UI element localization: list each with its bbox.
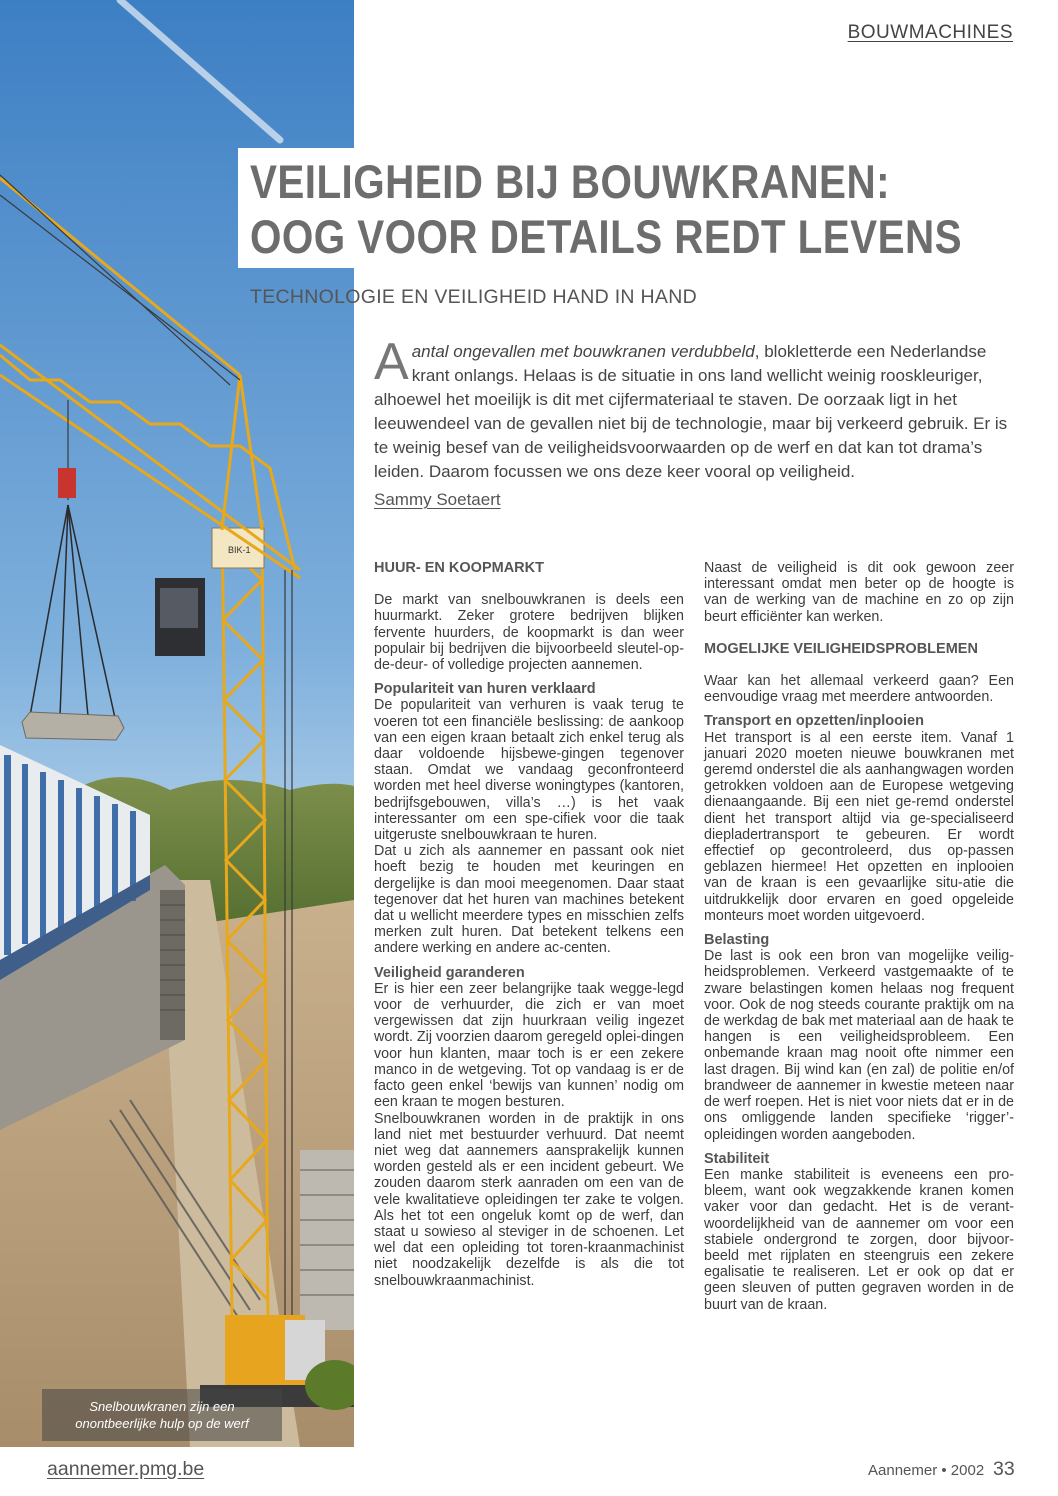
heading-popularity: Populariteit van huren verklaard: [374, 681, 596, 698]
paragraph-intro: Naast de veiligheid is dit ook gewoon zeer interessant omdat men beter op de hoogte is van de werking van de machine en zo op zijn beurt efficiënter kan werken.: [704, 560, 1014, 625]
heading-market: HUUR- EN KOOPMARKT: [374, 560, 544, 576]
article-subtitle: TECHNOLOGIE EN VEILIGHEID HAND IN HAND: [250, 286, 697, 308]
heading-guarantee: Veiligheid garanderen: [374, 964, 525, 981]
drop-cap: A: [374, 333, 409, 391]
paragraph-guarantee-2: Snelbouwkranen worden in de praktijk in ons land niet met bestuurder verhuurd. Dat neemt niet weg dat aannemers aansprakelijk kunnen worden gesteld als er een incident gebeurt. We zouden daarom sterk aanraden om een van de vele kwalitatieve opleidingen ter zake te volgen. Als het tot een ongeluk komt op de werf, dan staat u sowieso al steviger in de schoenen. Let wel dat een opleiding tot toren-kraanmachinist niet noodzakelijk dezelfde is als die tot snelbouwkraanmachinist.: [374, 1110, 684, 1289]
photo-caption-line1: Snelbouwkranen zijn een: [89, 1399, 235, 1414]
article-title: [250, 154, 962, 264]
lead-paragraph: [374, 333, 1016, 484]
paragraph-problems: Waar kan het allemaal verkeerd gaan? Een eenvoudige vraag met meerdere antwoorden.: [704, 673, 1014, 706]
paragraph-stability: Een manke stabiliteit is eveneens een pro-bleem, want ook wegzakkende kranen komen vaker voor dan gedacht. Het is de verant-woordelijkheid van de aannemer om voor een stabiele ondergrond te zorgen, door bijvoor-beeld met rijplaten en steengruis een zekere egalisatie te realiseren. Let er ook op dat er geen sleuven of putten gegraven worden in de buurt van de kraan.: [704, 1166, 1014, 1313]
paragraph-popularity-1: De populariteit van verhuren is vaak terug te voeren tot een financiële beslissing: de aankoop van een eigen kraan betaalt zich enkel terug als daar voldoende hijsbewe-gingen tegenover staan. Omdat we vandaag geconfronteerd worden met heel diverse woningtypes (kantoren, bedrijfsgebouwen, villa’s …) is het vaak interessanter om een spe-cifiek voor die taak uitgeruste snelbouwkraan te huren.: [374, 697, 684, 844]
paragraph-load: De last is ook een bron van mogelijke veilig-heidsproblemen. Verkeerd vastgemaakte of te zware belastingen komen helaas nog frequent voor. Ook de nog steeds courante praktijk om na de werkdag de bak met materiaal aan de haak te hangen is een veiligheidsprobleem. Een onbemande kraan mag nooit ofte nimmer een last dragen. Bij wind kan (en zal) de politie en/of brandweer de aannemer in kwestie meteen naar de werf roepen. Het is niet voor niets dat er in de ons omliggende landen specifieke ‘rigger’-opleidingen worden aangeboden.: [704, 948, 1014, 1143]
heading-problems: MOGELIJKE VEILIGHEIDSPROBLEMEN: [704, 640, 978, 657]
lead-emphasis: antal ongevallen met bouwkranen verdubbeld: [411, 342, 755, 361]
footer-website-link[interactable]: aannemer.pmg.be: [47, 1458, 205, 1480]
heading-load: Belasting: [704, 932, 770, 949]
paragraph-transport: Het transport is al een eerste item. Vanaf 1 januari 2020 moeten nieuwe bouwkranen met geremd onderstel die als aanhangwagen worden getrokken voldoen aan de Europese wetgeving dienaangaande. Bij een niet ge-remd onderstel dient het transport altijd via ge-specialiseerd diepladertransport te gebeuren. Er wordt effectief op gecontroleerd, dus op-passen geblazen hiermee! Het opzetten en inplooien van de kraan is een gevaarlijke situ-atie die uitdrukkelijk door ervaren en goed opgeleide monteurs moet worden uitgevoerd.: [704, 729, 1014, 924]
left-column: [374, 560, 684, 1289]
section-label: BOUWMACHINES: [847, 22, 1013, 43]
heading-stability: Stabiliteit: [704, 1150, 770, 1167]
heading-transport: Transport en opzetten/inplooien: [704, 713, 924, 730]
photo-caption: [42, 1389, 282, 1441]
author-byline: Sammy Soetaert: [374, 490, 501, 509]
photo-caption-line2: onontbeerlijke hulp op de werf: [75, 1416, 249, 1431]
crane-sign: BIK-1: [228, 545, 251, 555]
footer-publication: Aannemer • 2002: [868, 1462, 985, 1479]
article-title-line2: OOG VOOR DETAILS REDT LEVENS: [250, 210, 962, 263]
page-number: 33: [993, 1458, 1015, 1480]
right-column: [704, 560, 1014, 1313]
paragraph-market: De markt van snelbouwkranen is deels een huurmarkt. Zeker grotere bedrijven blijken fervente huurders, de koopmarkt is dan weer populair bij bedrijven die bijvoorbeeld sleutel-op-de-deur- of volledige projecten aannemen.: [374, 592, 684, 674]
paragraph-popularity-2: Dat u zich als aannemer en passant ook niet hoeft bezig te houden met keuringen en dergelijke is dan mooi meegenomen. Daar staat tegenover dat het huren van machines betekent dat u wellicht meerdere types en misschien zelfs merken zult huren. Dat betekent telkens een andere werking en andere ac-centen.: [374, 843, 684, 957]
article-title-line1: VEILIGHEID BIJ BOUWKRANEN:: [250, 155, 890, 208]
lead-text: , blokletterde een Nederlandse krant onlangs. Helaas is de situatie in ons land wellicht weinig rooskleuriger, alhoewel het moeilijk is dit met cijfermateriaal te staven. De oorzaak ligt in het leeuwendeel van de gevallen niet bij de technologie, maar bij verkeerd gebruik. Er is te weinig besef van de veiligheidsvoorwaarden op de werf en dat kan tot drama’s leiden. Daarom focussen we ons deze keer vooral op veiligheid.: [374, 342, 1008, 481]
paragraph-guarantee-1: Er is hier een zeer belangrijke taak wegge-legd voor de verhuurder, die zich er van moet vergewissen dat zijn huurkraan veilig ingezet wordt. Zij voorzien daarom geregeld oplei-dingen voor hun klanten, maar toch is er een zekere manco in de wetgeving. Tot op vandaag is er de facto geen enkel ‘bewijs van kunnen’ nodig om een kraan te mogen besturen.: [374, 980, 684, 1111]
